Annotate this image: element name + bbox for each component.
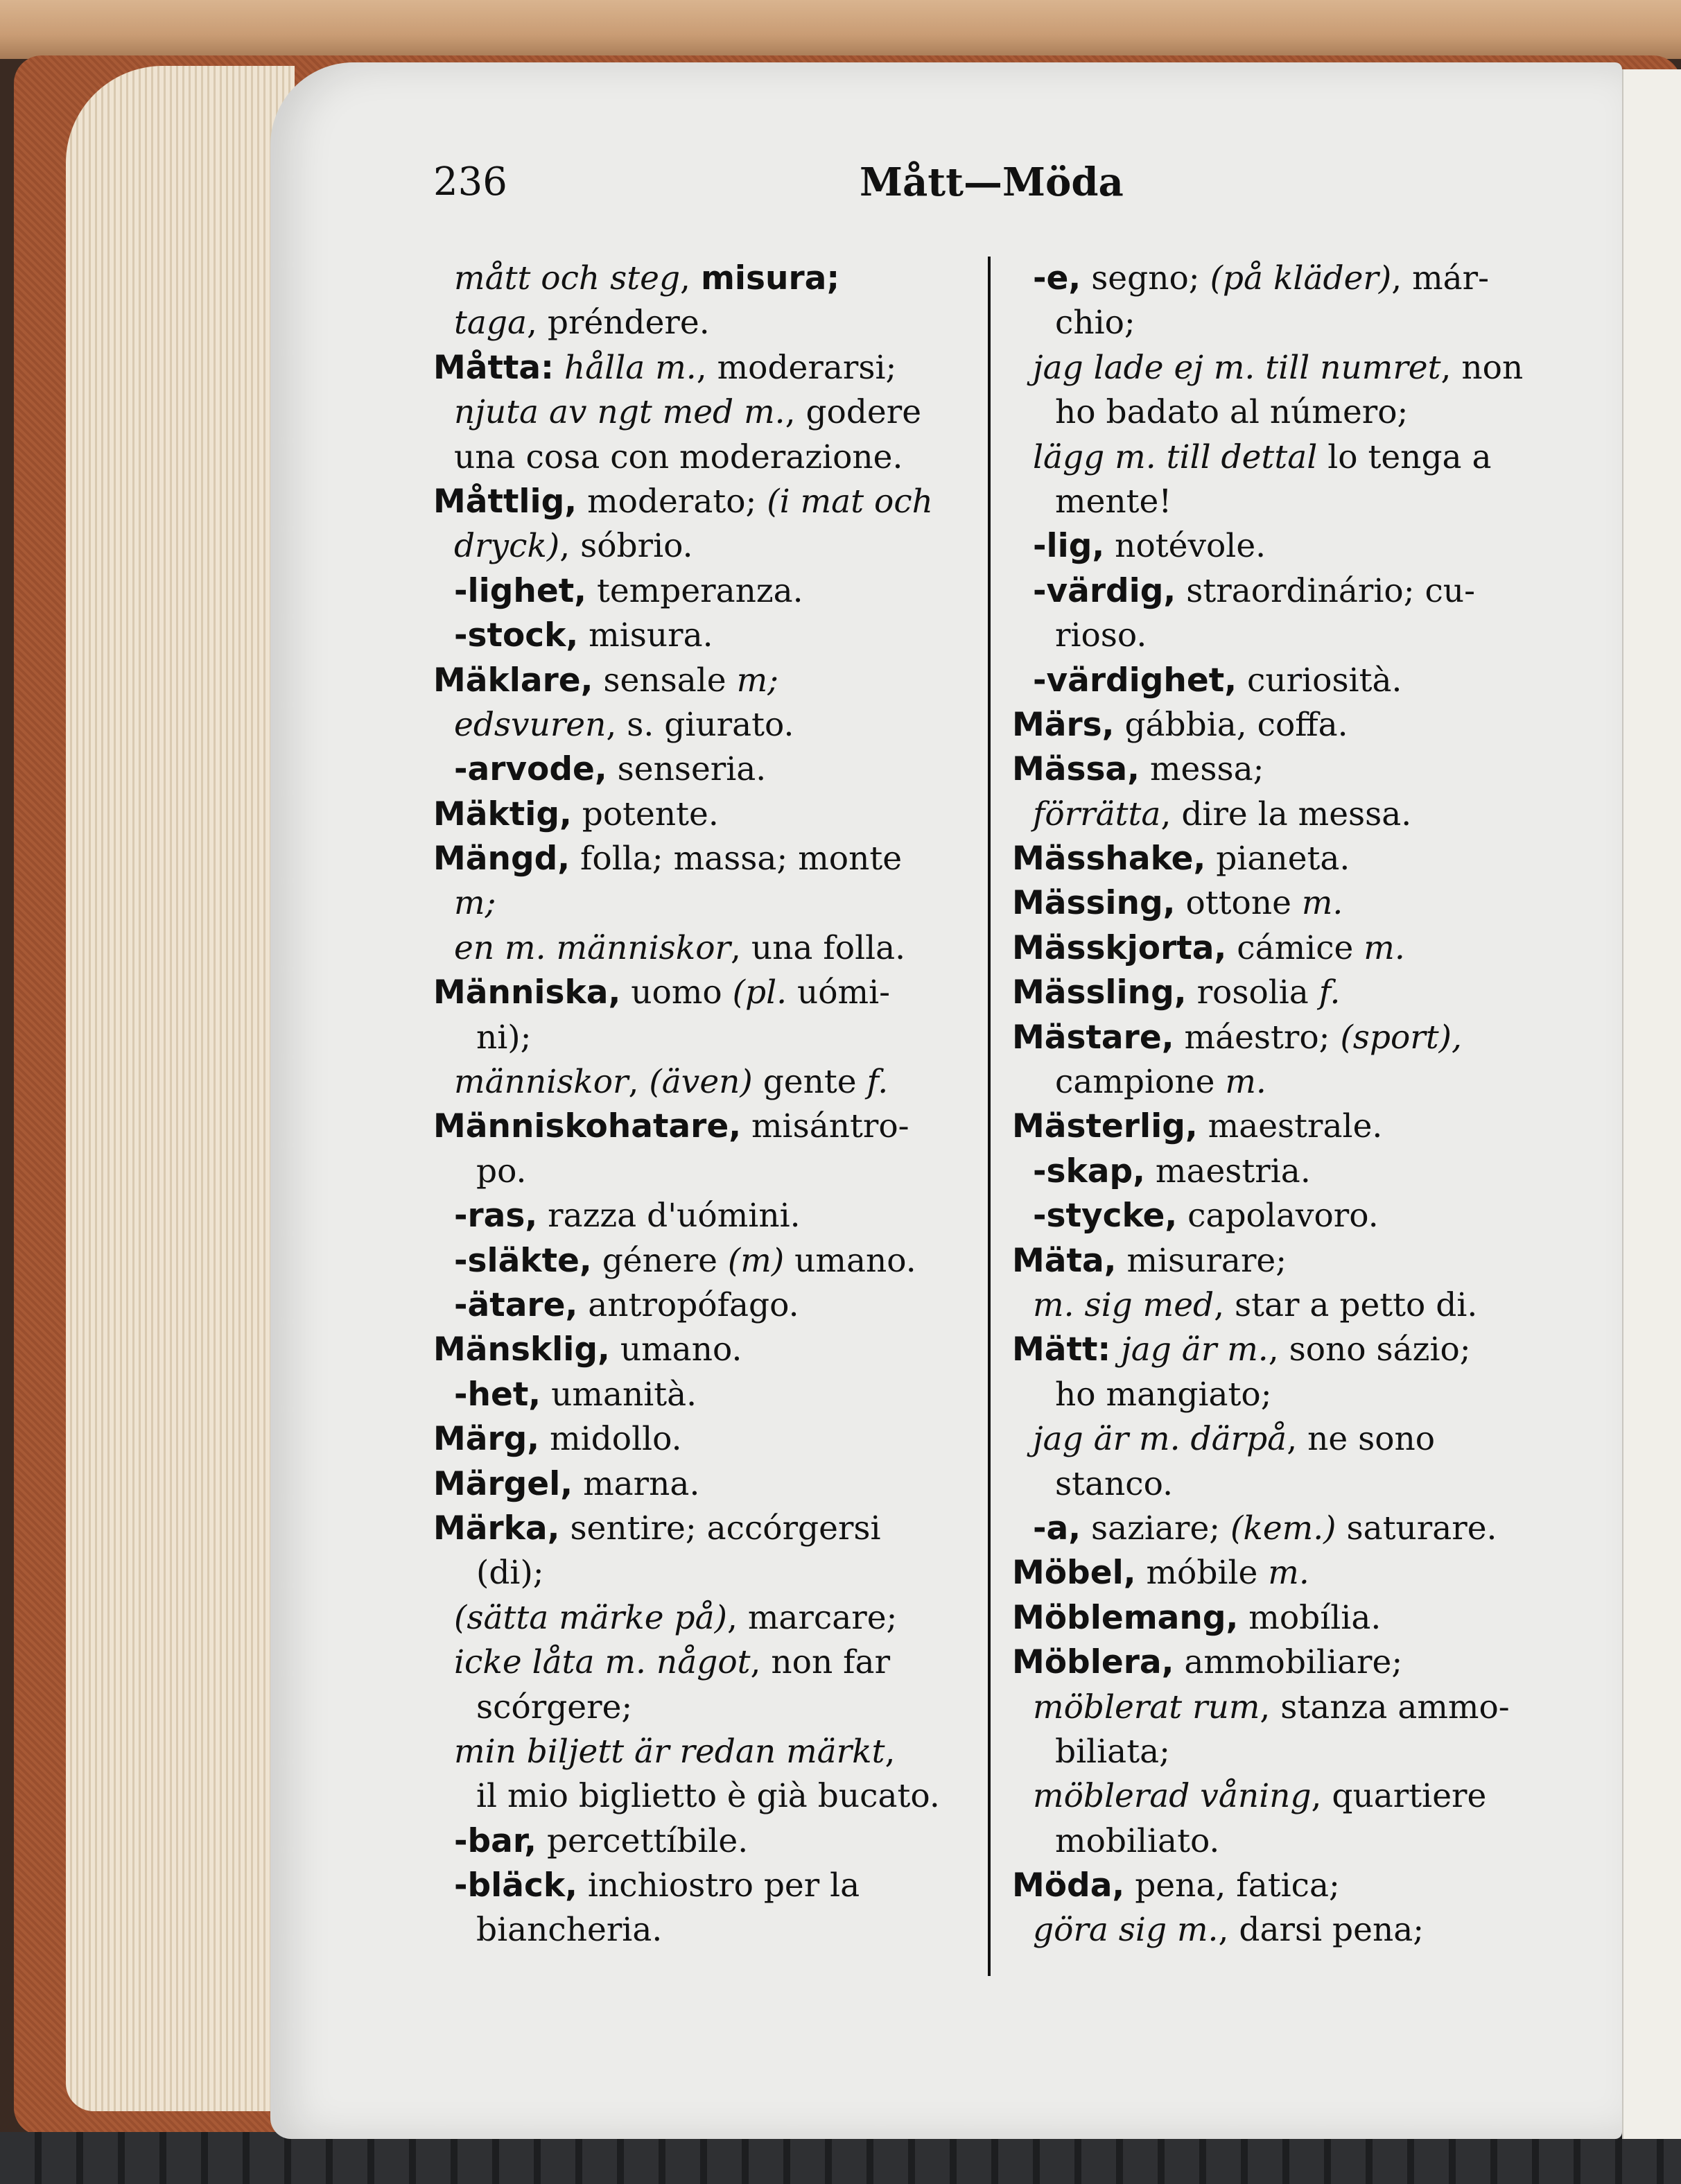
translation-text: maestria. [1144,1152,1311,1190]
italic-phrase: (även) [649,1063,753,1102]
translation-text: maestrale. [1197,1107,1383,1146]
translation-text: ho mangiato; [1055,1375,1272,1414]
italic-phrase: f. [866,1063,889,1102]
headword: -stock, [454,616,579,655]
translation-text: il mio biglietto è già bucato. [476,1777,940,1816]
translation-text: máestro; [1174,1018,1341,1057]
translation-text: notévole. [1104,527,1266,566]
italic-phrase: dryck) [454,527,560,566]
translation-text: , már- [1391,259,1490,297]
headword: -bläck, [454,1866,577,1905]
entry-line [433,792,967,837]
translation-text: inchiostro per la [577,1866,860,1905]
translation-text: scórgere; [476,1688,633,1726]
italic-phrase: människor [454,1063,629,1102]
entry-line [433,346,967,390]
translation-text: (di); [476,1554,544,1593]
translation-text: , [680,259,701,297]
entry-line [1012,257,1553,301]
entry-line [433,1908,967,1952]
entry-line [1012,1507,1553,1551]
translation-text: misura. [578,616,713,655]
entry-line [1012,1864,1553,1908]
translation-text: móbile [1135,1554,1269,1593]
headword: -stycke, [1033,1197,1178,1236]
entry-line [433,1864,967,1908]
entry-line [433,1551,967,1595]
entry-line [1012,346,1553,390]
translation-text: biliata; [1055,1732,1170,1771]
headword: Mässling, [1012,973,1187,1012]
translation-text: , non [1440,348,1524,387]
translation-text: curiosità. [1237,661,1402,700]
wooden-shelf [0,0,1681,59]
entry-line [433,659,967,703]
headword: -ätare, [454,1285,578,1324]
headword: -värdighet, [1033,661,1237,700]
italic-phrase: m. [1364,928,1405,967]
entry-line [1012,792,1553,837]
italic-phrase: (m) [727,1241,785,1280]
headword: -a, [1033,1509,1081,1548]
entry-line [1012,1150,1553,1194]
headword: Mäklare, [433,661,593,700]
entry-line [1012,301,1553,345]
entry-line [1012,1239,1553,1283]
entry-line [433,747,967,792]
italic-phrase: m; [454,884,496,923]
headword: Människa, [433,973,621,1012]
italic-phrase: (kem.) [1230,1509,1336,1548]
translation-text: messa; [1140,750,1264,789]
translation-text: , darsi pena; [1218,1911,1425,1950]
italic-phrase: icke låta m. något [454,1643,751,1682]
translation-text: uómi- [787,973,891,1012]
left-column [433,257,967,1953]
headword: Mäktig, [433,795,572,833]
translation-text [1110,1331,1121,1369]
translation-text: umanità. [541,1375,697,1414]
translation-text: , marcare; [726,1598,898,1637]
entry-line [1012,971,1553,1015]
translation-text: percettíbile. [537,1821,749,1860]
headword: -lighet, [454,571,587,610]
entry-line [1012,1730,1553,1774]
translation-text: pena, fatica; [1124,1866,1340,1905]
headword: Möblemang, [1012,1598,1239,1637]
entry-line [1012,1016,1553,1060]
headword: Måttlig, [433,482,577,521]
italic-phrase: göra sig m. [1033,1911,1219,1950]
italic-phrase: en m. människor [454,928,731,967]
translation-text: antropófago. [577,1285,799,1324]
entry-line [433,1462,967,1507]
translation-text: pianeta. [1205,840,1350,878]
headword: Märs, [1012,705,1115,744]
italic-phrase: taga [454,304,528,343]
translation-text: ottone [1175,884,1302,923]
translation-text: , non far [750,1643,891,1682]
entry-line [1012,1640,1553,1685]
translation-text: , [628,1063,650,1102]
entry-line [433,1150,967,1194]
right-column [1012,257,1553,1953]
entry-line [433,1685,967,1730]
translation-text: , dire la messa. [1160,795,1412,833]
italic-phrase: min biljett är redan märkt [454,1732,885,1771]
headword: Mässing, [1012,884,1176,923]
entry-line [1012,659,1553,703]
translation-text: capolavoro. [1177,1197,1379,1236]
translation-text: lo tenga a [1317,437,1492,476]
entry-line [433,614,967,658]
entry-line [433,703,967,747]
entry-line [433,390,967,435]
translation-text: misántro- [741,1107,909,1146]
entry-line [1012,926,1553,971]
entry-line [1012,1685,1553,1730]
headword: Mängd, [433,840,571,878]
headword: Möda, [1012,1866,1125,1905]
column-divider [988,257,991,1976]
translation-text: chio; [1055,304,1135,343]
entry-line [433,435,967,480]
page-number: 236 [433,159,507,205]
translation-text: , stanza ammo- [1260,1688,1510,1726]
italic-phrase: möblerad våning [1033,1777,1312,1816]
entry-line [1012,1060,1553,1104]
headword: Mätt: [1012,1331,1111,1369]
italic-phrase: m; [736,661,778,700]
translation-text: cámice [1226,928,1364,967]
headword: -e, [1033,259,1081,297]
entry-line [1012,703,1553,747]
translation-text: ni); [476,1018,532,1057]
translation-text: , ne sono [1287,1420,1436,1459]
translation-text: senseria. [607,750,767,789]
entry-line [433,480,967,524]
italic-phrase: jag lade ej m. till numret [1033,348,1441,387]
headword: -bar, [454,1821,537,1860]
entry-line [433,1417,967,1462]
italic-phrase: förrätta [1033,795,1161,833]
headword: misura; [700,259,840,297]
italic-phrase: (i mat och [767,482,933,521]
italic-phrase: (sport), [1340,1018,1462,1057]
translation-text: uomo [620,973,733,1012]
entry-line [1012,1283,1553,1328]
scanner-base [0,2132,1681,2184]
headword: Mästare, [1012,1018,1174,1057]
translation-text: temperanza. [586,571,803,610]
translation-text: umano. [784,1241,916,1280]
entry-line [433,301,967,345]
italic-phrase: mått och steg [454,259,681,297]
translation-text: folla; massa; monte [570,840,903,878]
italic-phrase: (på kläder) [1210,259,1392,297]
entry-line [1012,524,1553,569]
entry-line [433,1373,967,1417]
headword: Möbel, [1012,1554,1136,1593]
translation-text: rosolia [1186,973,1319,1012]
translation-text: una cosa con moderazione. [454,437,903,476]
headword: Mässkjorta, [1012,928,1227,967]
translation-text: , moderarsi; [696,348,897,387]
italic-phrase: f. [1318,973,1341,1012]
translation-text: ho badato al número; [1055,393,1409,432]
entry-line [433,1819,967,1864]
translation-text: biancheria. [476,1911,663,1950]
translation-text: segno; [1081,259,1210,297]
translation-text: sensale [593,661,737,700]
headword: Mäta, [1012,1241,1117,1280]
headword: Märka, [433,1509,560,1548]
translation-text: , godere [785,393,922,432]
entry-line [433,569,967,614]
translation-text: ammobiliare; [1174,1643,1403,1682]
italic-phrase: jag är m. [1121,1331,1269,1369]
entry-line [1012,1417,1553,1462]
translation-text: mobília. [1238,1598,1382,1637]
translation-text: , préndere. [527,304,710,343]
entry-line [433,926,967,971]
headword: -arvode, [454,750,607,789]
entry-line [1012,1328,1553,1372]
entry-line [433,1640,967,1685]
headword: -värdig, [1033,571,1176,610]
italic-phrase: m. sig med [1033,1285,1214,1324]
italic-phrase: m. [1301,884,1343,923]
entry-line [433,1283,967,1328]
translation-text: , sóbrio. [559,527,693,566]
entry-line [1012,1194,1553,1238]
translation-text: umano. [609,1331,742,1369]
translation-text [554,349,564,387]
entry-line [1012,837,1553,881]
entry-line [1012,1104,1553,1149]
headword: Måtta: [433,348,554,387]
headword: Mässhake, [1012,840,1206,878]
entry-line [433,1730,967,1774]
translation-text: mobiliato. [1055,1821,1220,1860]
translation-text: , quartiere [1311,1777,1487,1816]
translation-text: gábbia, coffa. [1114,705,1348,744]
entry-line [433,881,967,926]
italic-phrase: jag är m. därpå [1033,1420,1287,1459]
headword: Mästerlig, [1012,1107,1198,1146]
translation-text: saziare; [1081,1509,1231,1548]
translation-text: gente [752,1063,867,1102]
headword: Mässa, [1012,750,1140,789]
headword: -ras, [454,1197,538,1236]
entry-line [433,1016,967,1060]
translation-text: saturare. [1336,1509,1497,1548]
entry-line [1012,435,1553,480]
translation-text: midollo. [539,1420,682,1459]
entry-line [433,971,967,1015]
translation-text: mente! [1055,482,1172,521]
italic-phrase: (sätta märke på) [454,1598,727,1637]
entry-line [433,257,967,301]
entry-line [1012,1908,1553,1952]
translation-text: rioso. [1055,616,1147,655]
translation-text: marna. [573,1464,700,1503]
translation-text: potente. [571,795,719,833]
entry-line [1012,1774,1553,1819]
italic-phrase: m. [1268,1554,1309,1593]
headword: -släkte, [454,1241,592,1280]
translation-text: stanco. [1055,1464,1174,1503]
translation-text: , star a petto di. [1214,1285,1478,1324]
entry-line [433,1194,967,1238]
translation-text: sentire; accórgersi [559,1509,881,1548]
entry-line [433,1239,967,1283]
entry-line [433,524,967,569]
headword: Människohatare, [433,1107,742,1146]
entry-line [433,1060,967,1104]
entry-line [1012,1551,1553,1595]
translation-text: moderato; [577,482,767,521]
headword: -lig, [1033,527,1105,566]
entry-line [433,837,967,881]
headword: Märgel, [433,1464,573,1503]
running-head: Mått—Möda [860,159,1124,205]
translation-text: straordinário; cu- [1176,571,1475,610]
entry-line [433,1328,967,1372]
entry-line [433,1774,967,1819]
entry-line [433,1507,967,1551]
headword: Märg, [433,1420,540,1459]
italic-phrase: edsvuren [454,705,607,744]
entry-line [1012,1819,1553,1864]
page-edges [66,66,295,2111]
translation-text: po. [476,1152,527,1190]
italic-phrase: njuta av ngt med m. [454,393,785,432]
entry-line [1012,881,1553,926]
entry-line [1012,614,1553,658]
translation-text: , s. giurato. [606,705,794,744]
headword: -skap, [1033,1152,1145,1190]
translation-text: razza d'uómini. [537,1197,801,1236]
headword: Möblera, [1012,1643,1174,1682]
translation-text: , [885,1732,896,1771]
entry-line [1012,1596,1553,1640]
translation-text: , sono sázio; [1268,1331,1471,1369]
headword: Mänsklig, [433,1331,610,1369]
entry-line [1012,569,1553,614]
italic-phrase: möblerat rum [1033,1688,1260,1726]
entry-line [1012,390,1553,435]
italic-phrase: (pl. [732,973,787,1012]
entry-line [433,1596,967,1640]
italic-phrase: hålla m. [564,348,697,387]
translation-text: campione [1055,1063,1226,1102]
translation-text: , una folla. [731,928,906,967]
entry-line [433,1104,967,1149]
facing-page-edge [1622,69,1681,2139]
entry-line [1012,747,1553,792]
headword: -het, [454,1375,541,1414]
italic-phrase: m. [1225,1063,1266,1102]
entry-line [1012,480,1553,524]
entry-line [1012,1462,1553,1507]
translation-text: misurare; [1116,1241,1287,1280]
translation-text: génere [591,1241,728,1280]
italic-phrase: lägg m. till dettal [1033,437,1318,476]
entry-line [1012,1373,1553,1417]
